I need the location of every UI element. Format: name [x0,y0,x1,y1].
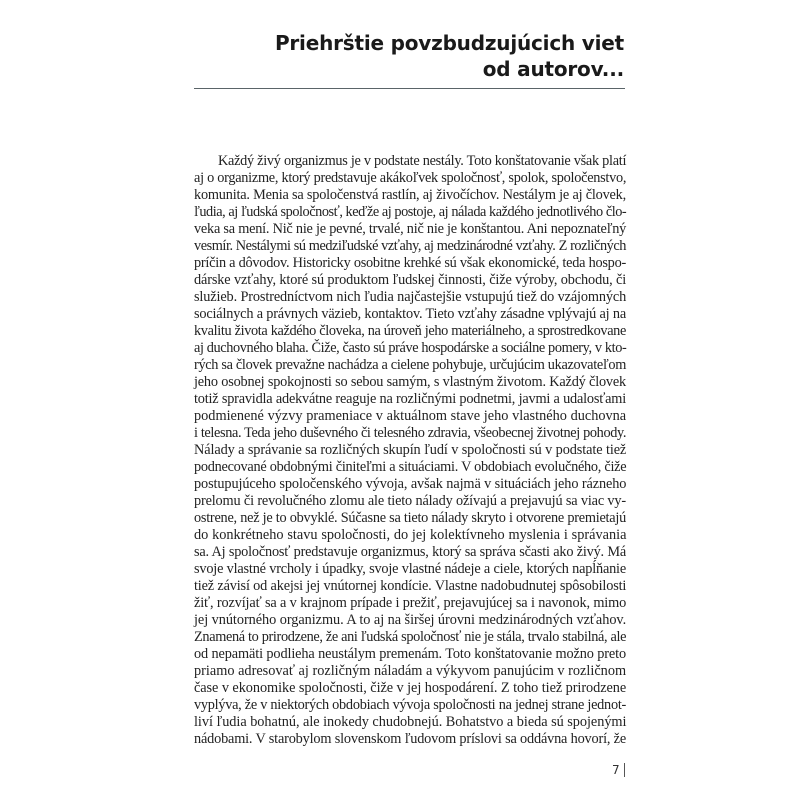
body-line: totiž spravidla adekvátne reaguje na rozličnými podnetmi, javmi a udalosťami [194,391,626,407]
body-line: veka sa mení. Nič nie je pevné, trvalé, nič nie je konštantou. Ani nepoznateľný [194,221,627,237]
chapter-title [184,30,624,82]
body-line: komunita. Menia sa spoločenstvá rastlín, aj živočíchov. Nestálym je aj človek, [194,187,626,203]
body-line: prelomu či revolučného zlomu ale tieto nálady ožívajú a prejavujú sa viac vy- [194,493,626,509]
body-line: svoje vlastné vrcholy i úpadky, svoje vlastné nádeje a ciele, ktorých napĺňanie [194,561,626,577]
body-line: aj o organizme, ktorý predstavuje akákoľvek spoločnosť, spolok, spoločenstvo, [194,170,627,186]
page-number-bar [624,763,625,777]
body-line: podnecované obdobnými činiteľmi a situáciami. V obdobiach evolučného, čiže [194,459,627,475]
body-line: od nepamäti podlieha neustálym premenám. Toto konštatovanie možno preto [194,646,626,662]
body-line: kvalitu života každého človeka, na úroveň jeho materiálneho, a sprostredkovane [194,323,626,339]
body-line: Nálady a správanie sa rozličných skupín ľudí v spoločnosti sú v podstate tiež [194,442,627,458]
chapter-title-line-2: od autorov... [482,57,624,81]
body-paragraph [194,153,626,748]
body-line: Každý živý organizmus je v podstate nestály. Toto konštatovanie však platí [218,153,627,169]
body-line: aj duchovného blaha. Čiže, často sú práve hospodárske a sociálne pomery, v kto- [194,340,627,356]
body-line: priamo adresovať aj rozličným náladám a výkyvom panujúcim v rozličnom [194,663,627,679]
title-divider [194,88,625,89]
page-number: 7 [612,763,620,777]
body-line: dárske vzťahy, ktoré sú produktom ľudskej činnosti, čiže výroby, obchodu, či [194,272,627,288]
body-line: i telesna. Teda jeho duševného či telesného zdravia, všeobecnej životnej pohody. [194,425,627,441]
body-line: podmienené výzvy prameniace v aktuálnom stave jeho vlastného duchovna [194,408,627,424]
body-line: tiež závisí od akejsi jej vnútornej kondície. Vlastne nadobudnutej spôsobilosti [194,578,627,594]
body-line: jej vnútorného organizmu. A to aj na širšej úrovni medzinárodných vzťahov. [194,612,627,628]
body-line: nádobami. V starobylom slovenskom ľudovom príslovi sa oddávna hovorí, že [194,731,626,747]
body-line: čase v ekonomike spoločnosti, čiže v jej hospodárení. Z toho tiež prirodzene [194,680,627,696]
body-line: služieb. Prostredníctvom nich ľudia najčastejšie vstupujú tiež do vzájomných [194,289,627,305]
body-line: príčin a dôvodov. Historicky osobitne krehké sú však ekonomické, teda hospo- [194,255,626,271]
body-line: žiť, rozvíjať sa a v krajnom prípade i prežiť, prejavujúcej sa i navonok, mimo [194,595,627,611]
body-line: do konkrétneho stavu spoločnosti, do jej kolektívneho myslenia i správania [194,527,627,543]
body-line: ľudia, aj ľudská spoločnosť, keďže aj postoje, aj nálada každého jednotlivého člo- [194,204,627,220]
body-line: jeho osobnej spokojnosti so sebou samým, s vlastným životom. Každý človek [194,374,626,390]
body-line: sa. Aj spoločnosť predstavuje organizmus, ktorý sa správa sčasti ako živý. Má [194,544,626,560]
body-line: postupujúceho spoločenského vývoja, avšak najmä v situáciách jeho rázneho [194,476,627,492]
body-line: rých sa človek prevažne nachádza a cielene pohybuje, určujúcim ukazovateľom [194,357,626,373]
body-line: vesmír. Nestálymi sú medziľudské vzťahy, aj medzinárodné vzťahy. Z rozličných [194,238,626,254]
body-line: sociálnych a právnych väzieb, kontaktov. Tieto vzťahy zásadne vplývajú aj na [194,306,626,322]
body-line: vyplýva, že v niektorých obdobiach vývoja spoločnosti na jednej strane jednot- [194,697,627,713]
body-line: liví ľudia bohatnú, ale inokedy chudobnejú. Bohatstvo a bieda sú spojenými [194,714,627,730]
body-line: Znamená to prirodzene, že ani ľudská spoločnosť nie je stála, trvalo stabilná, ale [194,629,627,645]
body-line: ostrene, než je to obvyklé. Súčasne sa tieto nálady skryto i otvorene premietajú [194,510,626,526]
chapter-title-line-1: Priehrštie povzbudzujúcich viet [274,31,624,55]
